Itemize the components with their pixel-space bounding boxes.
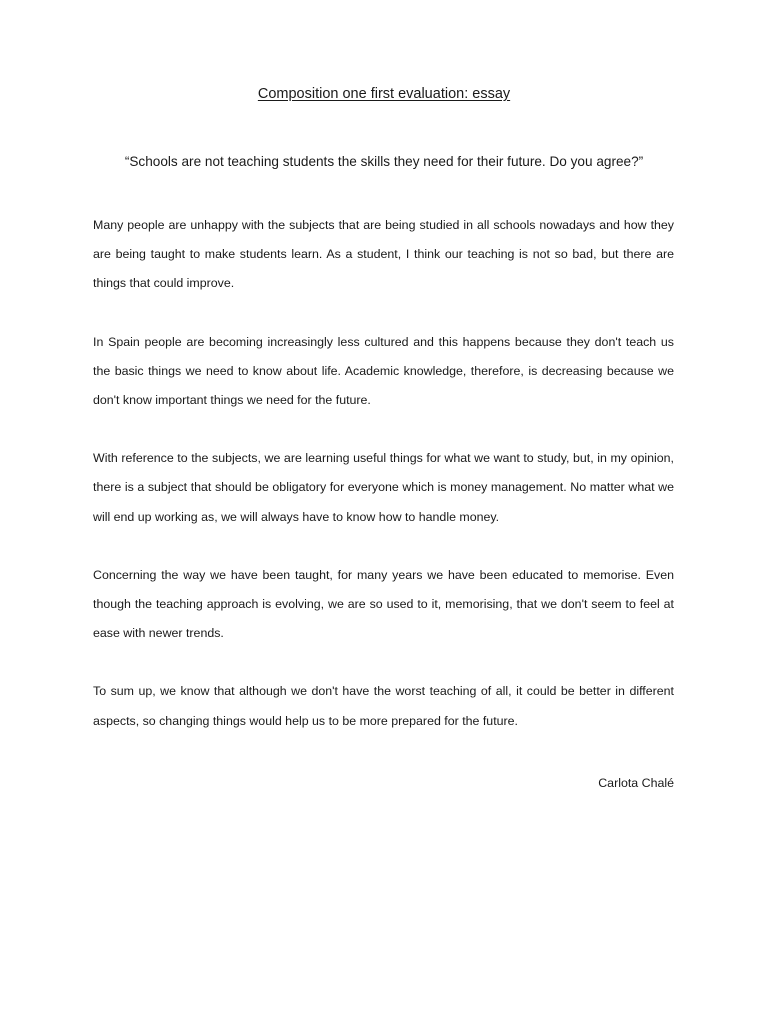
paragraph-introduction: Many people are unhappy with the subjects that are being studied in all schools nowadays and how they are being taught to make students learn. As a student, I think our teaching is not so bad, but there are things that could improve. (93, 218, 674, 291)
paragraph-subjects: With reference to the subjects, we are learning useful things for what we want to study, but, in my opinion, there is a subject that should be obligatory for everyone which is money management. No matter what we will end up working as, we will always have to know how to handle money. (93, 451, 674, 524)
essay-title: Composition one first evaluation: essay (257, 86, 511, 102)
author-signature: Carlota Chalé (598, 776, 674, 790)
essay-body (93, 211, 674, 765)
paragraph-teaching-method: Concerning the way we have been taught, for many years we have been educated to memorise. Even though the teaching approach is evolving, we are so used to it, memorising, that we don't seem to feel at ease with newer trends. (93, 567, 674, 641)
essay-question: “Schools are not teaching students the skills they need for their future. Do you agree?” (124, 154, 644, 169)
paragraph-culture: In Spain people are becoming increasingly less cultured and this happens because they don't teach us the basic things we need to know about life. Academic knowledge, therefore, is decreasing because we don't know important things we need for the future. (93, 334, 674, 408)
paragraph-conclusion: To sum up, we know that although we don't have the worst teaching of all, it could be better in different aspects, so changing things would help us to be more prepared for the future. (93, 684, 674, 728)
